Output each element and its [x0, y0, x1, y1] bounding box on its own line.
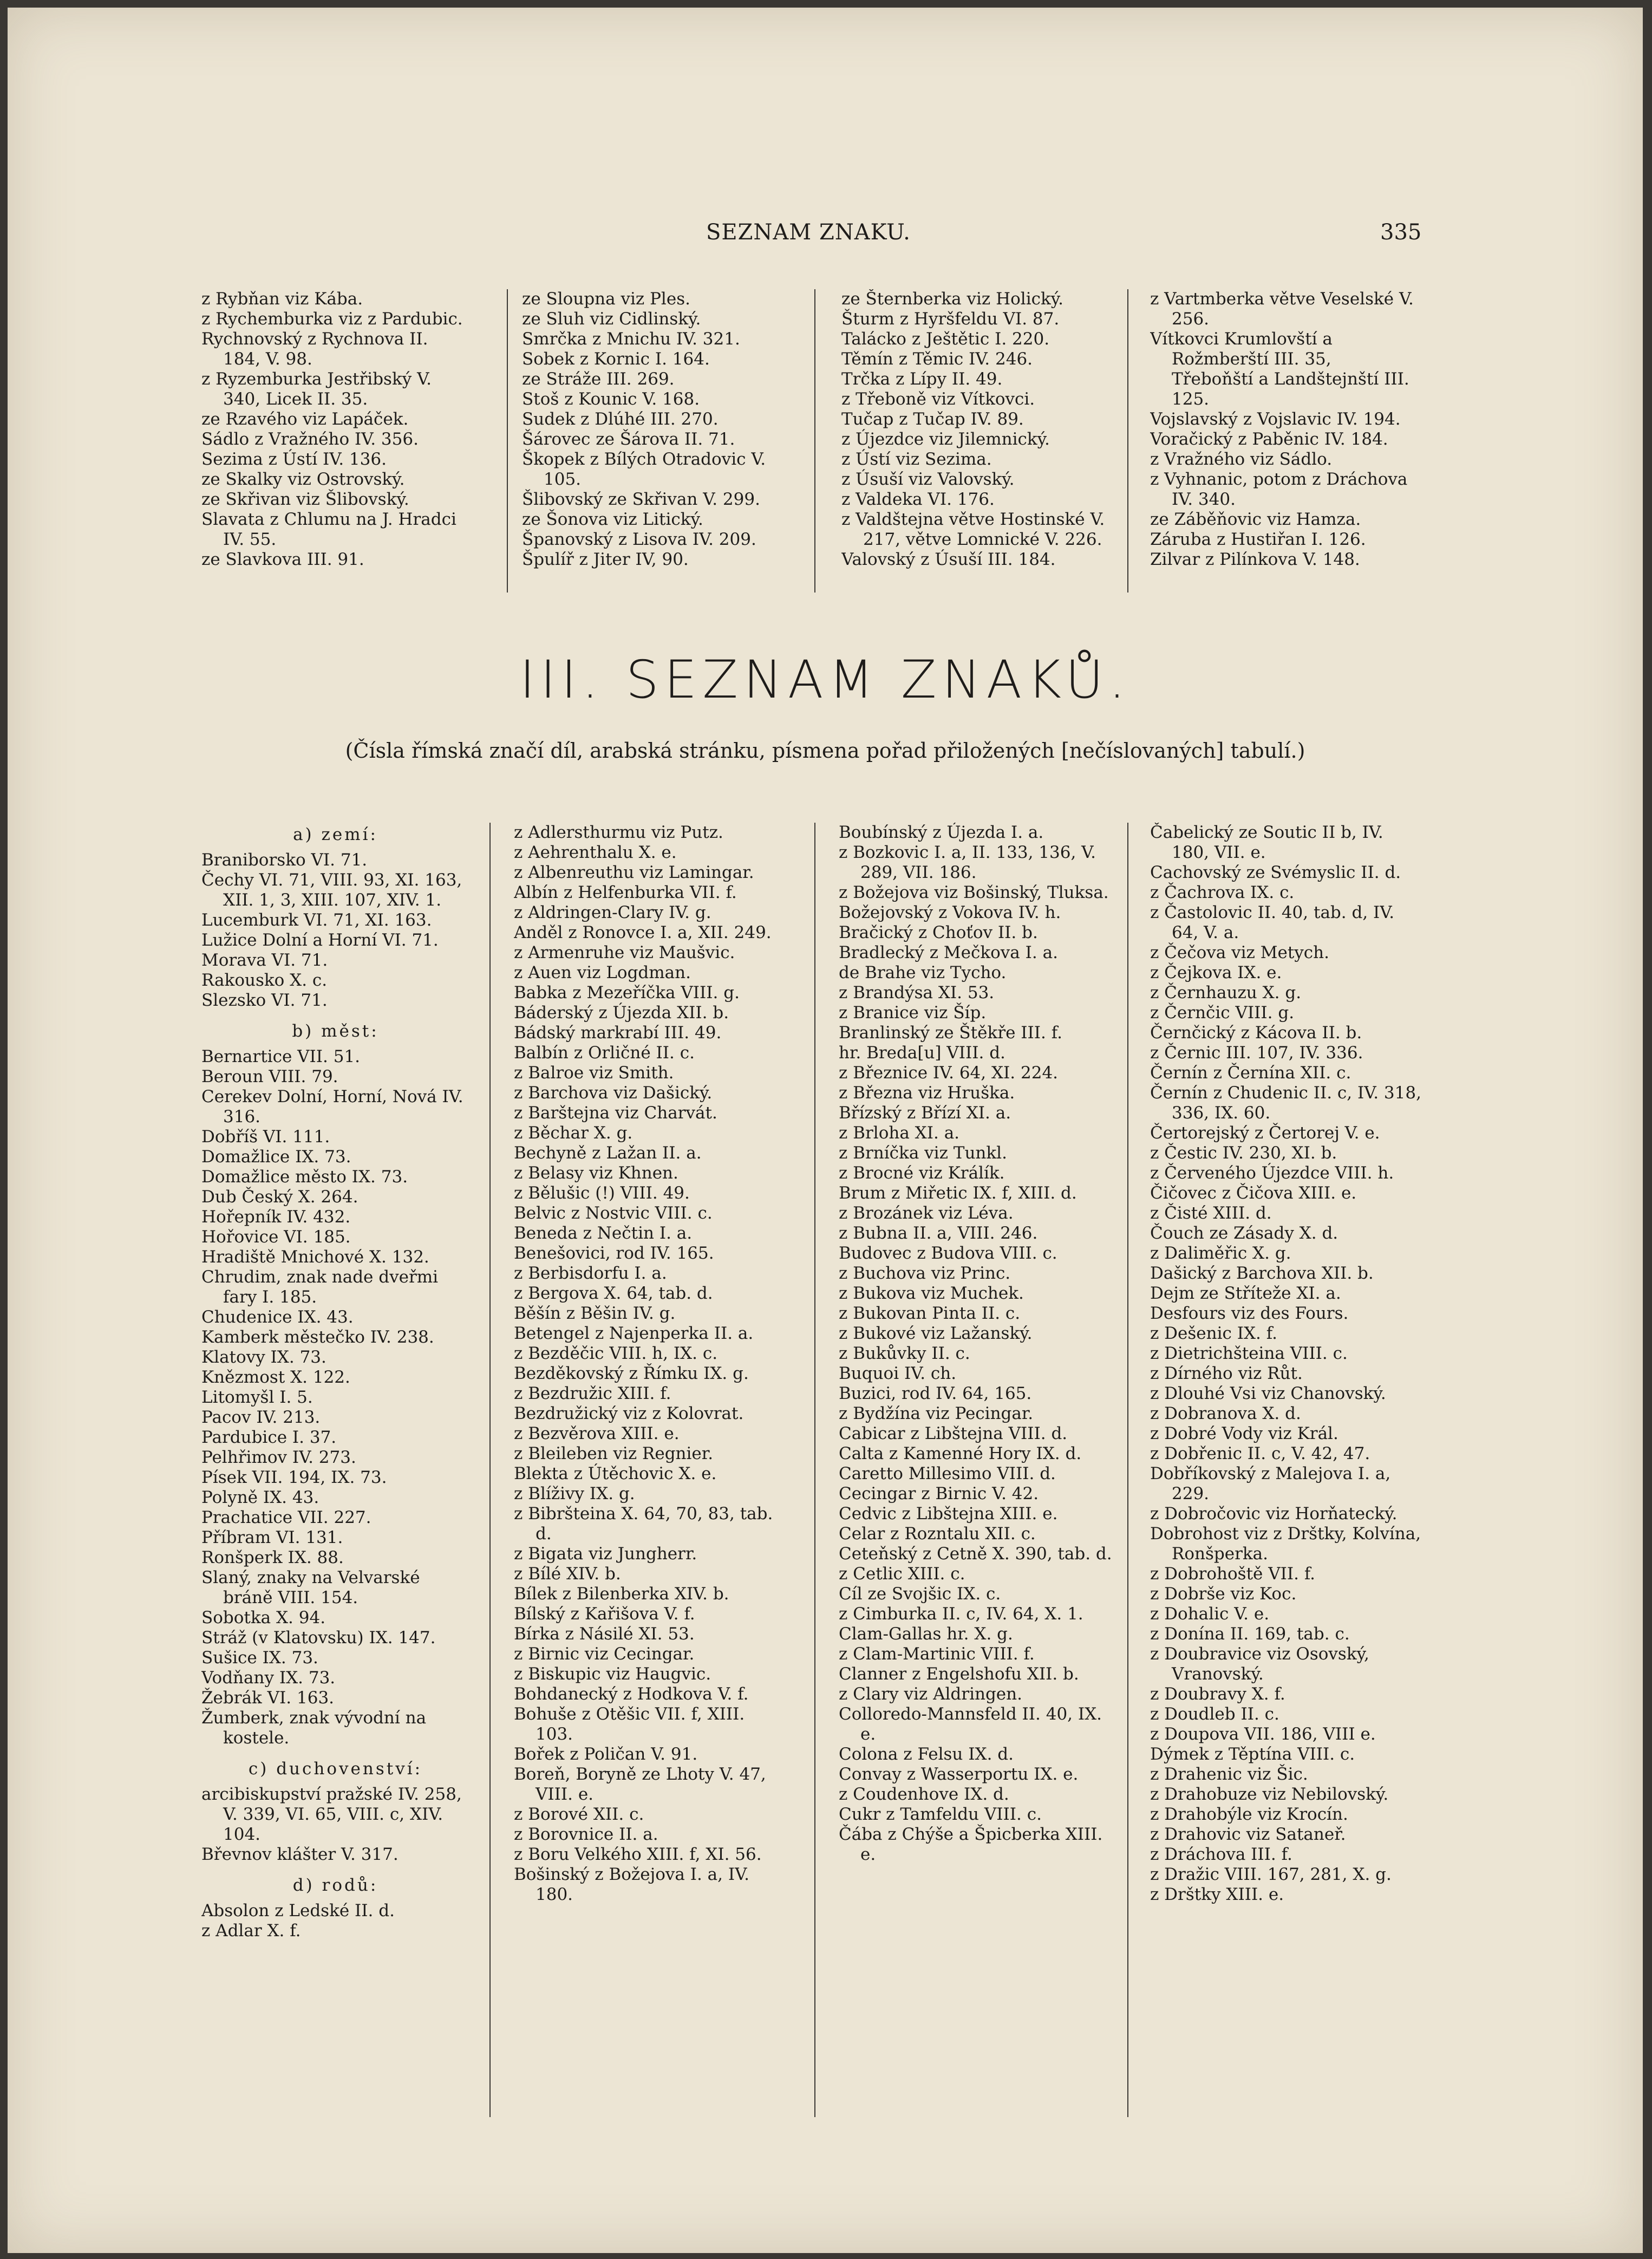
index-entry: Braniborsko VI. 71.	[201, 850, 368, 870]
index-entry: z Boru Velkého XIII. f, XI. 56.	[514, 1845, 762, 1864]
column-divider	[489, 823, 491, 2117]
index-entry: z Újezdce viz Jilemnický.	[841, 429, 1050, 449]
index-entry: Celar z Rozntalu XII. c.	[839, 1524, 1036, 1544]
index-entry: Belvic z Nostvic VIII. c.	[514, 1203, 713, 1223]
index-entry: z Brozánek viz Léva.	[839, 1203, 1014, 1223]
index-entry: Brum z Miřetic IX. f, XIII. d.	[839, 1183, 1077, 1203]
index-entry: z Birnic viz Cecingar.	[514, 1644, 695, 1664]
index-entry: Záruba z Hustiřan I. 126.	[1150, 530, 1366, 549]
index-entry: z Drahobýle viz Krocín.	[1150, 1805, 1348, 1824]
index-entry: z Březnice IV. 64, XI. 224.	[839, 1063, 1059, 1083]
index-entry: z Bleileben viz Regnier.	[514, 1444, 714, 1463]
index-entry: Polyně IX. 43.	[201, 1488, 319, 1507]
index-entry: Břízský z Břízí XI. a.	[839, 1103, 1011, 1123]
index-entry: z Bydžína viz Pecingar.	[839, 1404, 1034, 1423]
index-entry: Betengel z Najenperka II. a.	[514, 1324, 754, 1343]
subheading-families: d) rodů:	[292, 1876, 378, 1895]
index-entry: z Března viz Hruška.	[839, 1083, 1015, 1103]
index-entry: z Aehrenthalu X. e.	[514, 843, 677, 862]
index-entry: Příbram VI. 131.	[201, 1528, 343, 1547]
index-entry: Šlibovský ze Skřivan V. 299.	[522, 490, 760, 509]
index-entry: z Blíživy IX. g.	[514, 1484, 635, 1503]
running-title: SEZNAM ZNAKU.	[706, 220, 911, 245]
list-lands	[201, 850, 469, 1011]
index-column-3	[839, 823, 1112, 2117]
index-entry: Klatovy IX. 73.	[201, 1347, 327, 1367]
index-entry: Valovský z Úsuší III. 184.	[841, 550, 1056, 569]
column-divider	[814, 289, 815, 593]
index-entry: z Drahobuze viz Nebilovský.	[1150, 1785, 1389, 1804]
index-entry: Domažlice IX. 73.	[201, 1147, 351, 1167]
index-entry: Balbín z Orličné II. c.	[514, 1043, 695, 1063]
index-entry: z Adlar X. f.	[201, 1921, 301, 1941]
index-entry: z Drahenic viz Šic.	[1150, 1765, 1308, 1784]
index-entry: z Ryzemburka Jestřibský V. 340, Licek II. 35.	[201, 369, 432, 409]
index-entry: z Černhauzu X. g.	[1150, 983, 1302, 1002]
index-entry: z Dobré Vody viz Král.	[1150, 1424, 1338, 1443]
index-entry: Čouch ze Zásady X. d.	[1150, 1223, 1338, 1243]
index-entry: z Bozkovic I. a, II. 133, 136, V. 289, VII. 186.	[839, 843, 1096, 882]
index-entry: z Bezdružic XIII. f.	[514, 1384, 671, 1403]
subheading-towns: b) měst:	[292, 1021, 379, 1041]
index-entry: Budovec z Budova VIII. c.	[839, 1244, 1057, 1263]
index-entry: Buzici, rod IV. 64, 165.	[839, 1384, 1032, 1403]
index-entry: hr. Breda[u] VIII. d.	[839, 1043, 1005, 1063]
index-entry: ze Rzavého viz Lapáček.	[201, 409, 409, 429]
index-entry: z Coudenhove IX. d.	[839, 1785, 1009, 1804]
index-entry: z Čisté XIII. d.	[1150, 1203, 1272, 1223]
index-entry: z Clary viz Aldringen.	[839, 1684, 1022, 1704]
index-entry: Stoš z Kounic V. 168.	[522, 389, 700, 409]
index-entry: Clanner z Engelshofu XII. b.	[839, 1664, 1079, 1684]
index-entry: z Valdeka VI. 176.	[841, 490, 995, 509]
index-entry: Dub Český X. 264.	[201, 1187, 358, 1207]
index-entry: Šturm z Hyršfeldu VI. 87.	[841, 309, 1060, 329]
index-entry: z Dráchova III. f.	[1150, 1845, 1292, 1864]
index-entry: z Černčic VIII. g.	[1150, 1003, 1295, 1023]
index-entry: z Čejkova IX. e.	[1150, 963, 1282, 982]
index-entry: Těmín z Těmic IV. 246.	[841, 349, 1033, 369]
index-entry: z Balroe viz Smith.	[514, 1063, 674, 1083]
index-entry: z Dietrichšteina VIII. c.	[1150, 1344, 1348, 1363]
index-entry: Rychnovský z Rychnova II. 184, V. 98.	[201, 329, 428, 369]
index-entry: Černčický z Kácova II. b.	[1150, 1023, 1362, 1043]
index-entry: Litomyšl I. 5.	[201, 1388, 313, 1407]
index-entry: Vítkovci Krumlovští a Rožmberští III. 35, Třeboňští a Landštejnští III. 125.	[1150, 329, 1409, 409]
index-entry: z Dešenic IX. f.	[1150, 1324, 1277, 1343]
index-entry: Pelhřimov IV. 273.	[201, 1448, 356, 1467]
index-entry: Žebrák VI. 163.	[201, 1688, 335, 1708]
index-entry: z Biskupic viz Haugvic.	[514, 1664, 711, 1684]
index-entry: z Dobřenic II. c, V. 42, 47.	[1150, 1444, 1370, 1463]
index-entry: z Albenreuthu viz Lamingar.	[514, 863, 754, 882]
index-entry: Colloredo-Mannsfeld II. 40, IX. e.	[839, 1704, 1102, 1744]
index-entry: ze Šonova viz Litický.	[522, 510, 703, 529]
index-entry: z Berbisdorfu I. a.	[514, 1264, 667, 1283]
index-entry: ze Skalky viz Ostrovský.	[201, 470, 405, 489]
index-entry: z Branice viz Šíp.	[839, 1003, 987, 1023]
index-entry: Bradlecký z Mečkova I. a.	[839, 943, 1058, 962]
section-subtitle: (Čísla římská značí díl, arabská stránku, písmena pořad přiložených [nečíslovaných] tabulí.)	[345, 739, 1305, 763]
index-entry: z Běchar X. g.	[514, 1123, 633, 1143]
index-entry: Branlinský ze Štěkře III. f.	[839, 1023, 1062, 1043]
index-entry: z Barštejna viz Charvát.	[514, 1103, 717, 1123]
index-entry: Zilvar z Pilínkova V. 148.	[1150, 550, 1360, 569]
index-entry: Božejovský z Vokova IV. h.	[839, 903, 1061, 922]
index-entry: z Dobrohoště VII. f.	[1150, 1564, 1316, 1584]
index-entry: z Aldringen-Clary IV. g.	[514, 903, 711, 922]
index-entry: z Červeného Újezdce VIII. h.	[1150, 1163, 1394, 1183]
index-entry: z Brloha XI. a.	[839, 1123, 960, 1143]
index-entry: Desfours viz des Fours.	[1150, 1304, 1349, 1323]
column-divider	[814, 823, 815, 2117]
index-entry: z Bukovan Pinta II. c.	[839, 1304, 1021, 1323]
top-column-1	[201, 289, 469, 593]
index-entry: z Buchova viz Princ.	[839, 1264, 1011, 1283]
index-entry: Domažlice město IX. 73.	[201, 1167, 408, 1187]
index-entry: z Bukové viz Lažanský.	[839, 1324, 1033, 1343]
index-entry: Čabelický ze Soutic II b, IV. 180, VII. e.	[1150, 823, 1383, 862]
index-entry: z Bezvěrova XIII. e.	[514, 1424, 680, 1443]
index-entry: z Donína II. 169, tab. c.	[1150, 1624, 1350, 1644]
index-entry: z Brocné viz Králík.	[839, 1163, 1005, 1183]
top-column-4	[1150, 289, 1415, 593]
index-entry: z Doupova VII. 186, VIII e.	[1150, 1724, 1376, 1744]
index-entry: z Daliměřic X. g.	[1150, 1244, 1291, 1263]
index-entry: z Drštky XIII. e.	[1150, 1885, 1284, 1904]
column-divider	[1127, 289, 1128, 593]
index-entry: z Dražic VIII. 167, 281, X. g.	[1150, 1865, 1392, 1884]
book-page	[8, 8, 1643, 2253]
index-entry: Beneda z Nečtin I. a.	[514, 1223, 693, 1243]
index-entry: Chudenice IX. 43.	[201, 1307, 354, 1327]
index-entry: Bernartice VII. 51.	[201, 1047, 361, 1066]
index-entry: z Rychemburka viz z Pardubic.	[201, 309, 463, 329]
index-entry: Boubínský z Újezda I. a.	[839, 823, 1044, 842]
index-entry: z Adlersthurmu viz Putz.	[514, 823, 723, 842]
index-column-2	[514, 823, 785, 2117]
index-entry: z Dobranova X. d.	[1150, 1404, 1301, 1423]
index-entry: ze Slavkova III. 91.	[201, 550, 364, 569]
subheading-clergy: c) duchovenství:	[248, 1759, 423, 1779]
index-entry: ze Šternberka viz Holický.	[841, 289, 1064, 309]
index-entry: Bílek z Bilenberka XIV. b.	[514, 1584, 729, 1604]
index-entry: Trčka z Lípy II. 49.	[841, 369, 1003, 389]
index-entry: z Cetlic XIII. c.	[839, 1564, 965, 1584]
index-entry: Bračický z Choťov II. b.	[839, 923, 1038, 942]
index-entry: z Bubna II. a, VIII. 246.	[839, 1223, 1038, 1243]
index-entry: z Bibršteina X. 64, 70, 83, tab. d.	[514, 1504, 773, 1544]
index-entry: Cukr z Tamfeldu VIII. c.	[839, 1805, 1042, 1824]
top-column-2	[522, 289, 787, 593]
index-entry: Sušice IX. 73.	[201, 1648, 318, 1668]
index-entry: z Doubravice viz Osovský, Vranovský.	[1150, 1644, 1369, 1684]
index-entry: Černín z Chudenic II. c, IV. 318, 336, IX. 60.	[1150, 1083, 1421, 1123]
index-entry: z Armenruhe viz Maušvic.	[514, 943, 735, 962]
index-entry: Sobotka X. 94.	[201, 1608, 326, 1627]
index-entry: z Čestic IV. 230, XI. b.	[1150, 1143, 1337, 1163]
index-entry: Albín z Helfenburka VII. f.	[514, 883, 737, 902]
index-entry: Bírka z Násilé XI. 53.	[514, 1624, 695, 1644]
list-families	[201, 1901, 469, 1941]
index-entry: Cachovský ze Svémyslic II. d.	[1150, 863, 1401, 882]
index-entry: ze Sloupna viz Ples.	[522, 289, 690, 309]
index-entry: Rakousko X. c.	[201, 971, 328, 990]
index-entry: Škopek z Bílých Otradovic V. 105.	[522, 450, 766, 489]
index-entry: Dobříš VI. 111.	[201, 1127, 330, 1147]
index-entry: z Vartmberka větve Veselské V. 256.	[1150, 289, 1414, 329]
index-entry: Caretto Millesimo VIII. d.	[839, 1464, 1056, 1483]
index-entry: ze Stráže III. 269.	[522, 369, 675, 389]
index-entry: Morava VI. 71.	[201, 951, 328, 970]
index-entry: Bohuše z Otěšic VII. f, XIII. 103.	[514, 1704, 745, 1744]
index-entry: z Brandýsa XI. 53.	[839, 983, 995, 1002]
index-entry: z Dobrše viz Koc.	[1150, 1584, 1297, 1604]
index-entry: Čába z Chýše a Špicberka XIII. e.	[839, 1825, 1103, 1864]
column-divider	[507, 289, 508, 593]
index-entry: Anděl z Ronovce I. a, XII. 249.	[514, 923, 772, 942]
index-entry: Dašický z Barchova XII. b.	[1150, 1264, 1374, 1283]
index-entry: Lužice Dolní a Horní VI. 71.	[201, 930, 439, 950]
index-entry: arcibiskupství pražské IV. 258, V. 339, VI. 65, VIII. c, XIV. 104.	[201, 1785, 462, 1844]
index-entry: Talácko z Ještětic I. 220.	[841, 329, 1050, 349]
index-entry: Pardubice I. 37.	[201, 1428, 337, 1447]
subheading-lands: a) zemí:	[293, 825, 378, 844]
index-entry: z Ústí viz Sezima.	[841, 450, 992, 469]
index-entry: Bořek z Poličan V. 91.	[514, 1744, 698, 1764]
index-entry: Cerekev Dolní, Horní, Nová IV. 316.	[201, 1087, 463, 1127]
index-entry: Tučap z Tučap IV. 89.	[841, 409, 1024, 429]
index-entry: Convay z Wasserportu IX. e.	[839, 1765, 1079, 1784]
index-entry: z Belasy viz Khnen.	[514, 1163, 678, 1183]
index-entry: z Bukova viz Muchek.	[839, 1284, 1024, 1303]
top-column-3	[841, 289, 1109, 593]
index-entry: Ceteňský z Cetně X. 390, tab. d.	[839, 1544, 1112, 1564]
index-entry: Černín z Černína XII. c.	[1150, 1063, 1351, 1083]
index-entry: Bechyně z Lažan II. a.	[514, 1143, 702, 1163]
index-entry: Cíl ze Svojšic IX. c.	[839, 1584, 1001, 1604]
index-entry: z Dobročovic viz Horňatecký.	[1150, 1504, 1398, 1524]
index-entry: z Borové XII. c.	[514, 1805, 644, 1824]
index-entry: z Brníčka viz Tunkl.	[839, 1143, 1007, 1163]
index-entry: Dejm ze Stříteže XI. a.	[1150, 1284, 1341, 1303]
index-entry: Kamberk městečko IV. 238.	[201, 1327, 434, 1347]
index-entry: Cabicar z Libštejna VIII. d.	[839, 1424, 1068, 1443]
index-entry: z Úsuší viz Valovský.	[841, 470, 1015, 489]
index-entry: Báderský z Újezda XII. b.	[514, 1003, 729, 1023]
index-entry: Colona z Felsu IX. d.	[839, 1744, 1014, 1764]
index-entry: Smrčka z Mnichu IV. 321.	[522, 329, 740, 349]
index-entry: z Doudleb II. c.	[1150, 1704, 1279, 1724]
index-entry: Šárovec ze Šárova II. 71.	[522, 429, 735, 449]
index-entry: Beroun VIII. 79.	[201, 1067, 338, 1086]
index-entry: z Vražného viz Sádlo.	[1150, 450, 1333, 469]
index-entry: z Vyhnanic, potom z Dráchova IV. 340.	[1150, 470, 1408, 509]
index-entry: z Dohalic V. e.	[1150, 1604, 1270, 1624]
index-entry: Cecingar z Birnic V. 42.	[839, 1484, 1039, 1503]
index-entry: Bádský markrabí III. 49.	[514, 1023, 722, 1043]
index-entry: z Drahovic viz Sataneř.	[1150, 1825, 1346, 1844]
index-entry: Ronšperk IX. 88.	[201, 1548, 344, 1567]
index-entry: Calta z Kamenné Hory IX. d.	[839, 1444, 1082, 1463]
index-entry: z Třeboně viz Vítkovci.	[841, 389, 1035, 409]
index-entry: z Barchova viz Dašický.	[514, 1083, 713, 1103]
section-title: III. SEZNAM ZNAKŮ.	[519, 649, 1131, 710]
index-entry: z Bukůvky II. c.	[839, 1344, 970, 1363]
index-entry: Bílský z Kařišova V. f.	[514, 1604, 695, 1624]
index-entry: Lucemburk VI. 71, XI. 163.	[201, 910, 432, 930]
index-entry: Knězmost X. 122.	[201, 1368, 350, 1387]
index-entry: Sádlo z Vražného IV. 356.	[201, 429, 419, 449]
index-column-4	[1150, 823, 1424, 2117]
index-entry: z Auen viz Logdman.	[514, 963, 691, 982]
index-entry: Buquoi IV. ch.	[839, 1364, 957, 1383]
index-entry: Bezdružický viz z Kolovrat.	[514, 1404, 744, 1423]
index-entry: z Čečova viz Metych.	[1150, 943, 1329, 962]
index-entry: Clam-Gallas hr. X. g.	[839, 1624, 1013, 1644]
index-column-1	[201, 823, 469, 2117]
index-entry: Hořovice VI. 185.	[201, 1227, 351, 1247]
index-entry: ze Záběňovic viz Hamza.	[1150, 510, 1361, 529]
index-entry: z Božejova viz Bošinský, Tluksa.	[839, 883, 1109, 902]
index-entry: Hořepník IV. 432.	[201, 1207, 351, 1227]
index-entry: Bohdanecký z Hodkova V. f.	[514, 1684, 749, 1704]
index-entry: z Častolovic II. 40, tab. d, IV. 64, V. a.	[1150, 903, 1395, 942]
index-entry: z Cimburka II. c, IV. 64, X. 1.	[839, 1604, 1083, 1624]
index-entry: Vodňany IX. 73.	[201, 1668, 336, 1688]
index-entry: Sezima z Ústí IV. 136.	[201, 450, 387, 469]
index-entry: Pacov IV. 213.	[201, 1408, 321, 1427]
index-entry: Břevnov klášter V. 317.	[201, 1845, 399, 1864]
index-entry: Dobříkovský z Malejova I. a, 229.	[1150, 1464, 1391, 1503]
index-entry: Bezděkovský z Římku IX. g.	[514, 1364, 749, 1383]
index-entry: Běšín z Běšin IV. g.	[514, 1304, 676, 1323]
index-entry: Chrudim, znak nade dveřmi fary I. 185.	[201, 1267, 439, 1307]
index-entry: Špulíř z Jiter IV, 90.	[522, 550, 689, 569]
list-clergy	[201, 1785, 469, 1865]
index-entry: Hradiště Mnichové X. 132.	[201, 1247, 429, 1267]
index-entry: ze Sluh viz Cidlinský.	[522, 309, 701, 329]
index-entry: Dýmek z Těptína VIII. c.	[1150, 1744, 1355, 1764]
index-entry: z Černic III. 107, IV. 336.	[1150, 1043, 1363, 1063]
index-entry: z Valdštejna větve Hostinské V. 217, větve Lomnické V. 226.	[841, 510, 1105, 549]
index-entry: z Dlouhé Vsi viz Chanovský.	[1150, 1384, 1386, 1403]
index-entry: de Brahe viz Tycho.	[839, 963, 1007, 982]
index-entry: Dobrohost viz z Drštky, Kolvína, Ronšperka.	[1150, 1524, 1421, 1564]
index-entry: Slaný, znaky na Velvarské bráně VIII. 154.	[201, 1568, 420, 1607]
index-entry: Benešovici, rod IV. 165.	[514, 1244, 714, 1263]
index-entry: Čechy VI. 71, VIII. 93, XI. 163, XII. 1, 3, XIII. 107, XIV. 1.	[201, 870, 462, 910]
index-entry: Voračický z Paběnic IV. 184.	[1150, 429, 1388, 449]
index-entry: z Doubravy X. f.	[1150, 1684, 1285, 1704]
index-entry: Žumberk, znak vývodní na kostele.	[201, 1708, 427, 1748]
index-entry: z Bezděčic VIII. h, IX. c.	[514, 1344, 718, 1363]
index-entry: Čičovec z Čičova XIII. e.	[1150, 1183, 1357, 1203]
index-entry: Slavata z Chlumu na J. Hradci IV. 55.	[201, 510, 456, 549]
index-entry: Sudek z Dlúhé III. 270.	[522, 409, 719, 429]
index-entry: Prachatice VII. 227.	[201, 1508, 371, 1527]
index-entry: z Borovnice II. a.	[514, 1825, 658, 1844]
index-entry: Sobek z Kornic I. 164.	[522, 349, 710, 369]
index-entry: Bošinský z Božejova I. a, IV. 180.	[514, 1865, 749, 1904]
index-entry: z Bělušic (!) VIII. 49.	[514, 1183, 690, 1203]
index-entry: z Čachrova IX. c.	[1150, 883, 1295, 902]
index-entry: z Rybňan viz Kába.	[201, 289, 363, 309]
index-entry: z Bigata viz Jungherr.	[514, 1544, 697, 1564]
index-entry: Boreň, Boryně ze Lhoty V. 47, VIII. e.	[514, 1765, 766, 1804]
page-number: 335	[1380, 220, 1422, 245]
index-entry: Babka z Mezeříčka VIII. g.	[514, 983, 740, 1002]
index-entry: Čertorejský z Čertorej V. e.	[1150, 1123, 1380, 1143]
index-entry: z Bergova X. 64, tab. d.	[514, 1284, 713, 1303]
index-entry: Cedvic z Libštejna XIII. e.	[839, 1504, 1058, 1524]
index-entry: ze Skřivan viz Šlibovský.	[201, 490, 409, 509]
index-entry: Slezsko VI. 71.	[201, 991, 328, 1010]
index-entry: z Dírného viz Růt.	[1150, 1364, 1303, 1383]
index-entry: Stráž (v Klatovsku) IX. 147.	[201, 1628, 436, 1648]
list-towns	[201, 1047, 469, 1748]
index-entry: Absolon z Ledské II. d.	[201, 1901, 395, 1921]
column-divider	[1127, 823, 1128, 2117]
index-entry: Vojslavský z Vojslavic IV. 194.	[1150, 409, 1401, 429]
index-entry: z Clam-Martinic VIII. f.	[839, 1644, 1035, 1664]
index-entry: Písek VII. 194, IX. 73.	[201, 1468, 387, 1487]
index-entry: Španovský z Lisova IV. 209.	[522, 530, 756, 549]
index-entry: z Bílé XIV. b.	[514, 1564, 621, 1584]
index-entry: Blekta z Útěchovic X. e.	[514, 1464, 717, 1483]
